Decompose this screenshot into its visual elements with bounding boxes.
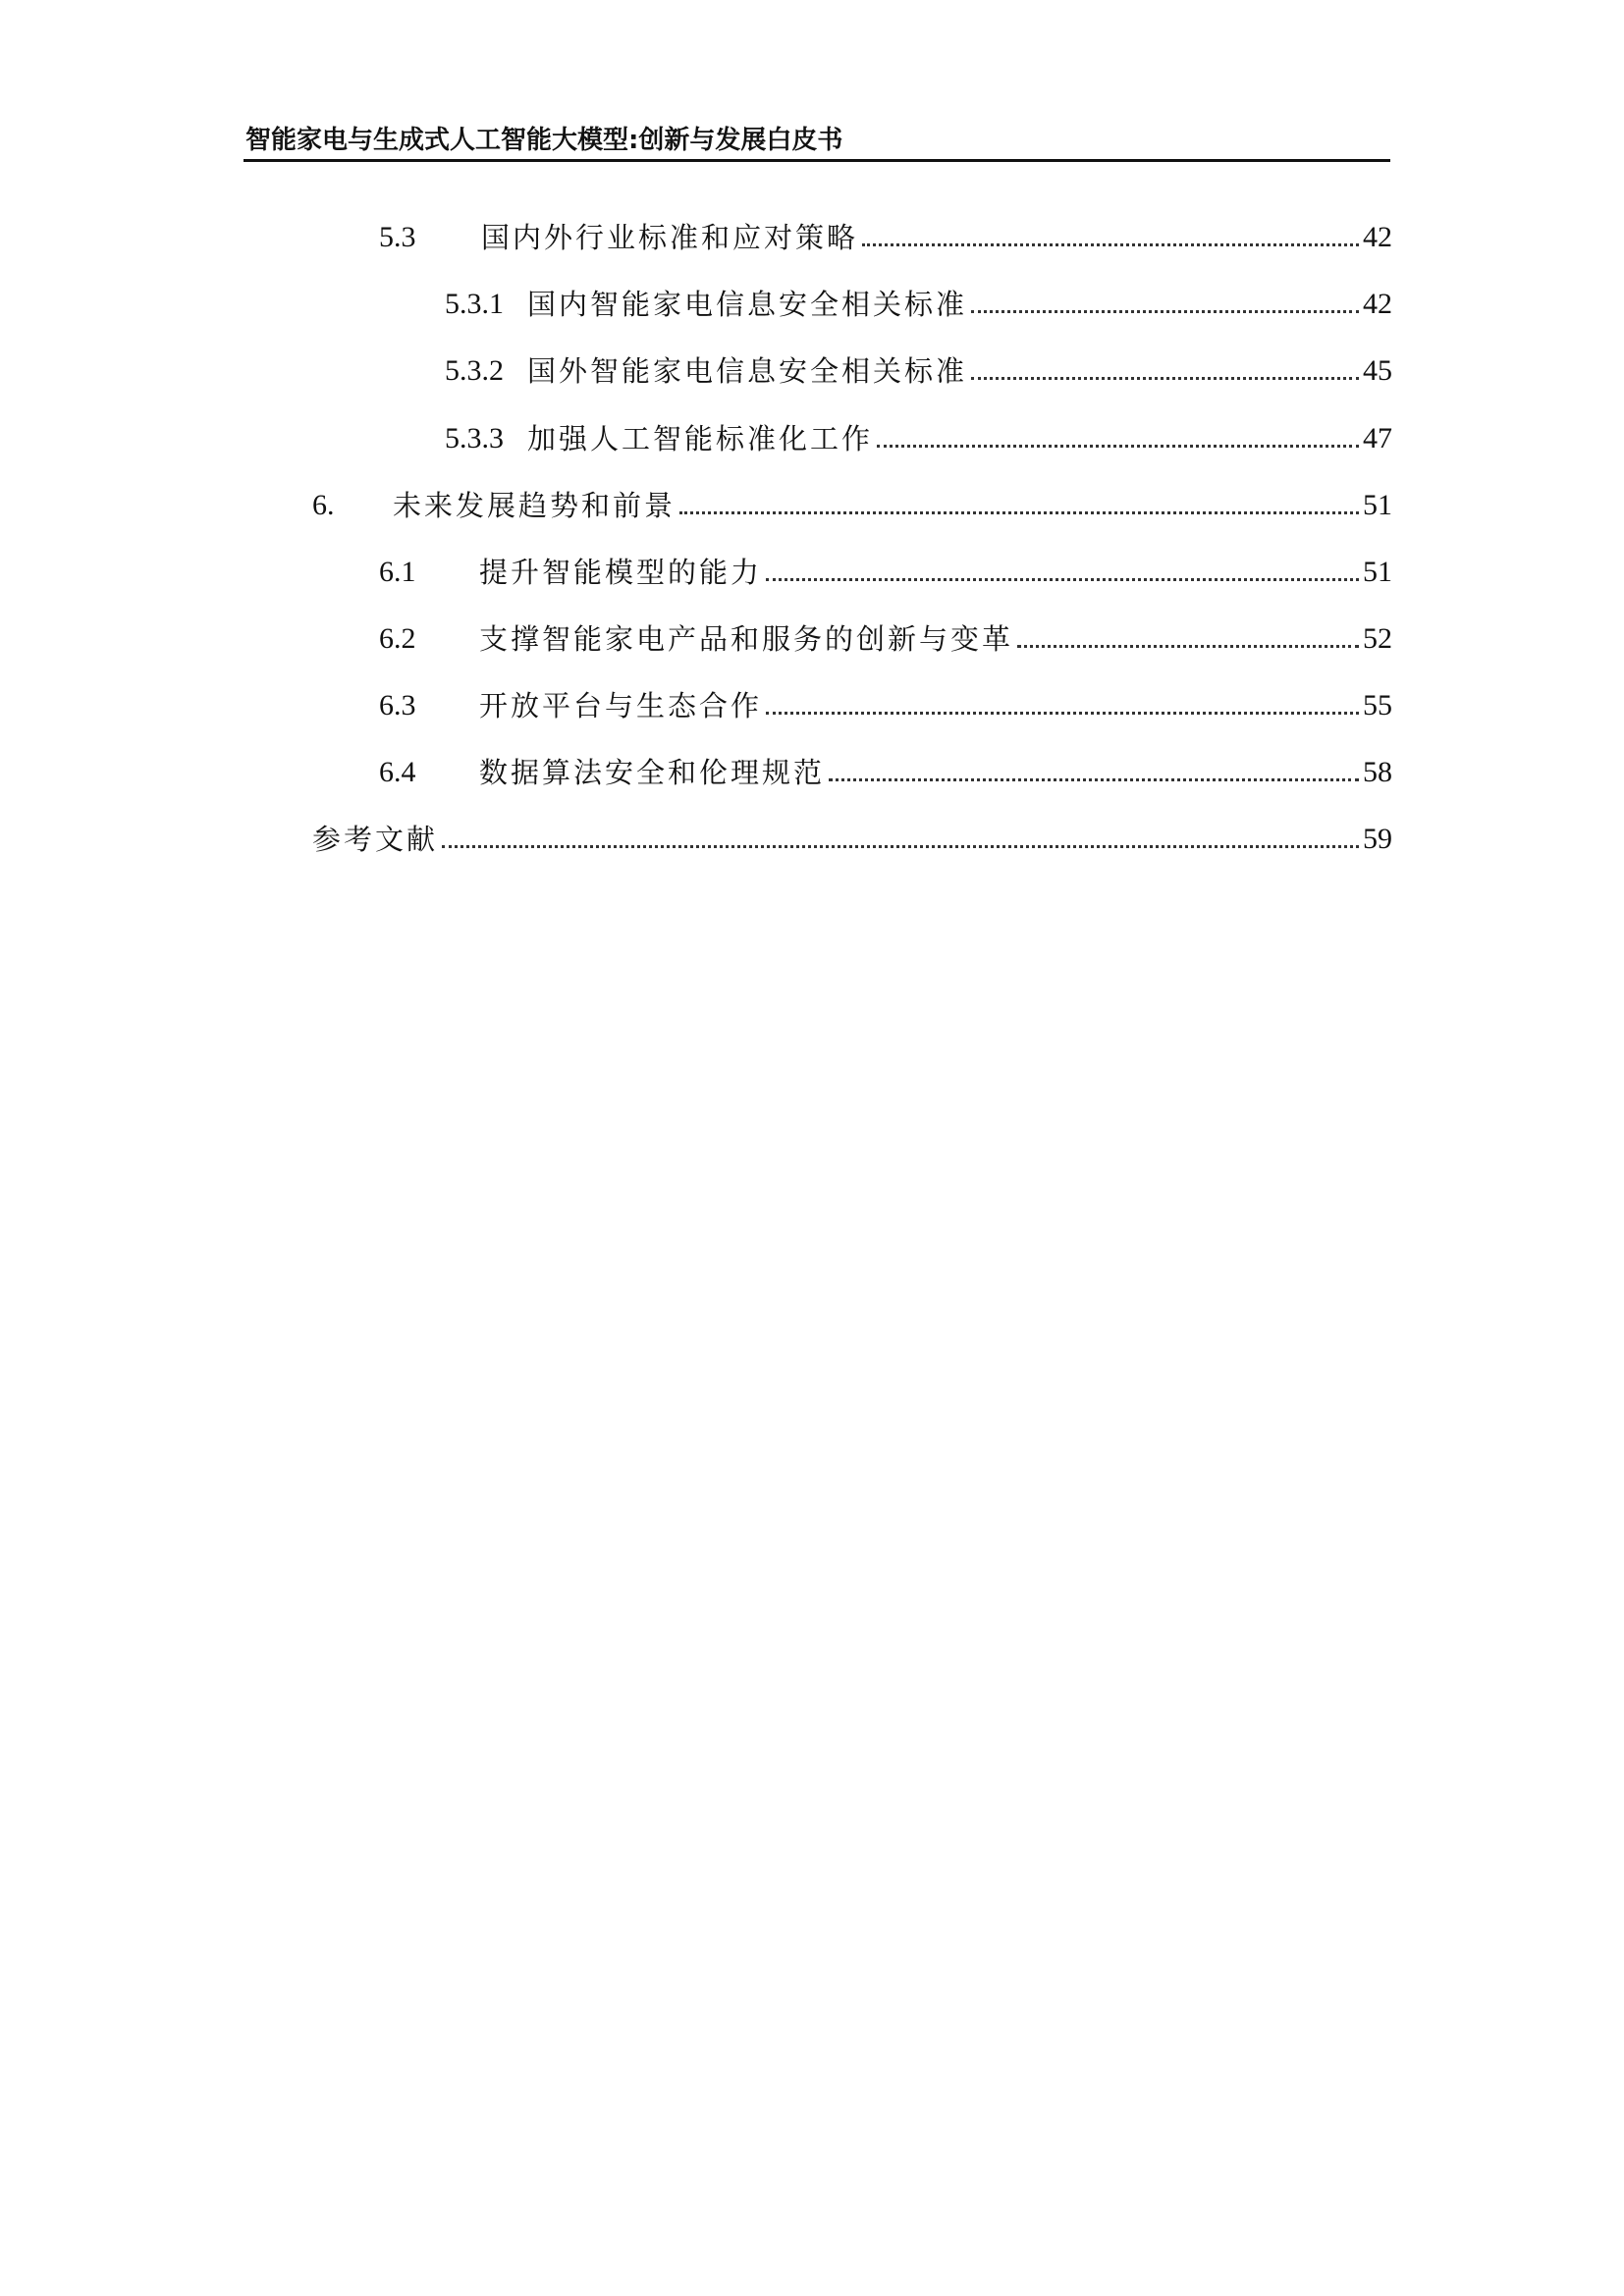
toc-dot-leader xyxy=(766,577,1359,581)
toc-dot-leader xyxy=(1017,644,1359,648)
toc-entry[interactable] xyxy=(379,610,1392,659)
toc-entry[interactable] xyxy=(379,676,1392,725)
toc-entry-title: 支撑智能家电产品和服务的创新与变革 xyxy=(479,622,1014,656)
toc-entry-number: 6.4 xyxy=(379,756,416,788)
toc-entry-title: 国内智能家电信息安全相关标准 xyxy=(527,288,968,321)
toc-entry-page: 51 xyxy=(1363,489,1392,521)
toc-entry[interactable] xyxy=(379,743,1392,792)
toc-entry-number: 6.3 xyxy=(379,689,416,721)
document-title: 智能家电与生成式人工智能大模型:创新与发展白皮书 xyxy=(245,126,843,155)
toc-entry[interactable] xyxy=(445,342,1392,391)
toc-entry-page: 55 xyxy=(1363,689,1392,721)
toc-entry-page: 45 xyxy=(1363,354,1392,387)
toc-entry-number: 5.3.1 xyxy=(445,288,504,320)
toc-entry-number: 6. xyxy=(312,489,335,521)
page-header xyxy=(244,116,1390,162)
toc-entry[interactable] xyxy=(312,810,1392,859)
toc-entry[interactable] xyxy=(312,476,1392,525)
toc-entry-title: 未来发展趋势和前景 xyxy=(393,489,677,522)
toc-entry-title: 国外智能家电信息安全相关标准 xyxy=(527,354,968,388)
toc-entry-number: 5.3 xyxy=(379,221,416,253)
toc-dot-leader xyxy=(971,309,1359,313)
toc-entry[interactable] xyxy=(445,275,1392,324)
toc-entry-title: 开放平台与生态合作 xyxy=(479,689,763,722)
toc-entry-page: 42 xyxy=(1363,288,1392,320)
toc-entry[interactable] xyxy=(379,208,1392,257)
toc-entry-title: 国内外行业标准和应对策略 xyxy=(481,221,859,254)
toc-entry-number: 6.1 xyxy=(379,556,416,588)
toc-entry-title: 参考文献 xyxy=(312,823,439,856)
toc-entry-page: 51 xyxy=(1363,556,1392,588)
toc-dot-leader xyxy=(829,777,1359,781)
toc-entry-title: 加强人工智能标准化工作 xyxy=(527,422,874,455)
toc-dot-leader xyxy=(679,510,1359,514)
toc-dot-leader xyxy=(971,376,1359,380)
toc-entry[interactable] xyxy=(445,409,1392,458)
toc-dot-leader xyxy=(766,711,1359,715)
toc-dot-leader xyxy=(442,844,1359,848)
toc-entry-page: 58 xyxy=(1363,756,1392,788)
toc-entry-number: 5.3.2 xyxy=(445,354,504,387)
toc-dot-leader xyxy=(862,242,1359,246)
toc-entry-page: 47 xyxy=(1363,422,1392,454)
toc-entry-number: 5.3.3 xyxy=(445,422,504,454)
toc-entry-title: 提升智能模型的能力 xyxy=(479,556,763,589)
toc-entry-page: 59 xyxy=(1363,823,1392,855)
toc-dot-leader xyxy=(877,444,1359,448)
toc-entry-page: 42 xyxy=(1363,221,1392,253)
toc-entry-title: 数据算法安全和伦理规范 xyxy=(479,756,826,789)
toc-entry-number: 6.2 xyxy=(379,622,416,655)
toc-entry-page: 52 xyxy=(1363,622,1392,655)
toc-entry[interactable] xyxy=(379,543,1392,592)
